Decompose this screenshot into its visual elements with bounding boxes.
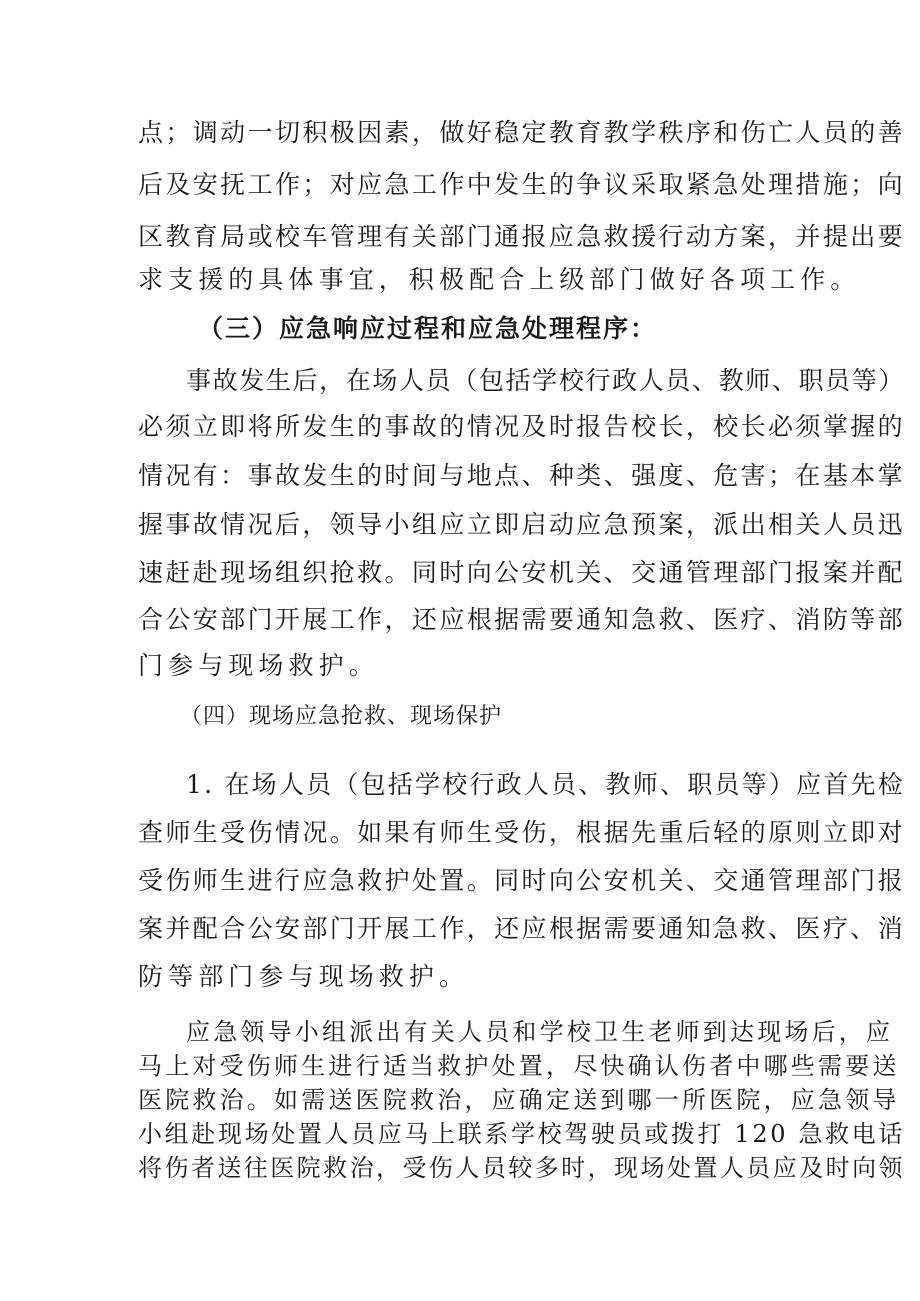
paragraph-line: 马上对受伤师生进行适当救护处置，尽快确认伤者中哪些需要送 [138, 1052, 900, 1080]
paragraph-line: 查师生受伤情况。如果有师生受伤，根据先重后轻的原则立即对 [138, 818, 905, 847]
paragraph-line: 小组赴现场处置人员应马上联系学校驾驶员或拨打 120 急救电话 [138, 1120, 905, 1148]
paragraph-line: 合公安部门开展工作，还应根据需要通知急救、医疗、消防等部 [138, 605, 905, 634]
paragraph-line: 1. 在场人员（包括学校行政人员、教师、职员等）应首先检 [186, 770, 905, 799]
paragraph-line: 握事故情况后，领导小组应立即启动应急预案，派出相关人员迅 [138, 510, 905, 539]
paragraph-line: 应急领导小组派出有关人员和学校卫生老师到达现场后，应 [186, 1018, 894, 1046]
paragraph-line: 后及安抚工作；对应急工作中发生的争议采取紧急处理措施；向 [138, 170, 905, 199]
paragraph-line: 门参与现场救护。 [138, 651, 379, 680]
section-heading-4: （四）现场应急抢救、现场保护 [180, 704, 503, 729]
paragraph-line: 医院救治。如需送医院救治，应确定送到哪一所医院，应急领导 [138, 1086, 900, 1114]
paragraph-line: 点；调动一切积极因素，做好稳定教育教学秩序和伤亡人员的善 [138, 118, 905, 147]
paragraph-line: 区教育局或校车管理有关部门通报应急救援行动方案，并提出要 [138, 222, 905, 251]
section-heading-3: （三）应急响应过程和应急处理程序： [198, 314, 658, 343]
paragraph-line: 情况有：事故发生的时间与地点、种类、强度、危害；在基本掌 [138, 461, 905, 490]
paragraph-line: 将伤者送往医院救治，受伤人员较多时，现场处置人员应及时向领 [138, 1154, 905, 1182]
paragraph-line: 速赶赴现场组织抢救。同时向公安机关、交通管理部门报案并配 [138, 558, 905, 587]
paragraph-line: 受伤师生进行应急救护处置。同时向公安机关、交通管理部门报 [138, 866, 905, 895]
paragraph-line: 防等部门参与现场救护。 [138, 962, 470, 991]
paragraph-line: 必须立即将所发生的事故的情况及时报告校长，校长必须掌握的 [138, 412, 905, 441]
paragraph-line: 求支援的具体事宜，积极配合上级部门做好各项工作。 [138, 265, 861, 294]
paragraph-line: 事故发生后，在场人员（包括学校行政人员、教师、职员等） [186, 366, 905, 395]
paragraph-line: 案并配合公安部门开展工作，还应根据需要通知急救、医疗、消 [138, 914, 905, 943]
